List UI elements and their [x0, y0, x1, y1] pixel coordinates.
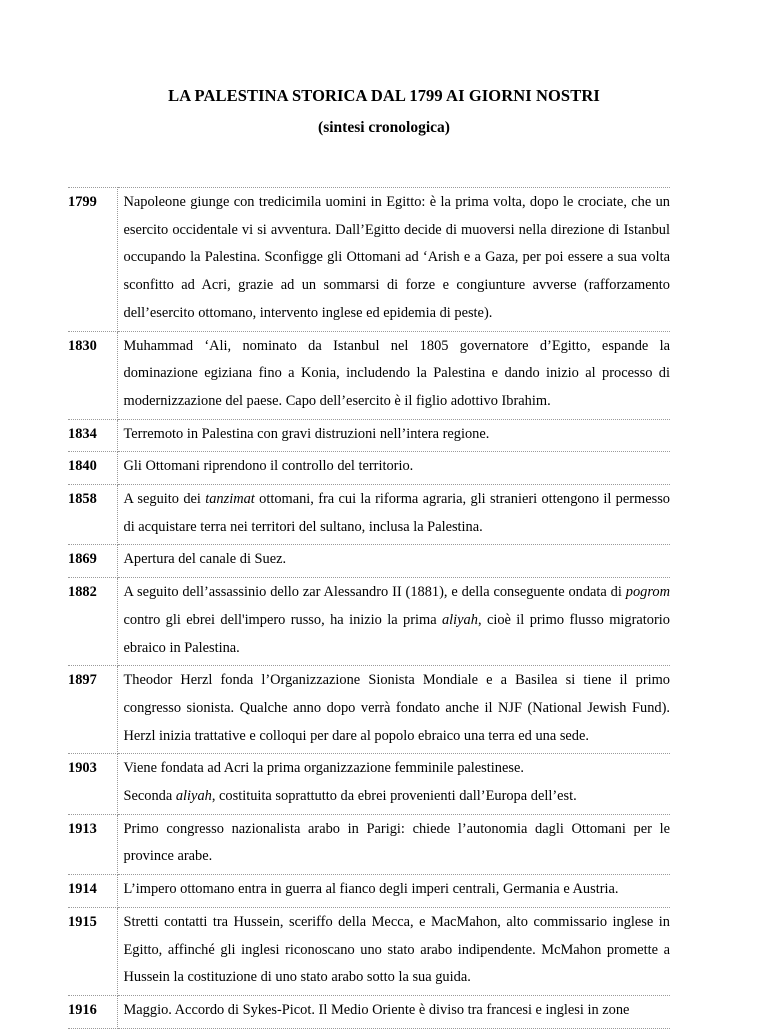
timeline-event: [117, 452, 670, 485]
page-subtitle: (sintesi cronologica): [318, 119, 450, 136]
timeline-row: [68, 875, 670, 908]
timeline-event: [117, 907, 670, 995]
timeline-row: [68, 485, 670, 545]
timeline-row: [68, 545, 670, 578]
timeline-event-text: Theodor Herzl fonda l’Organizzazione Sionista Mondiale e a Basilea si tiene il primo congresso sionista. Qualche anno dopo verrà fondato anche il NJF (National Jewish Fund). Herzl inizia trattative e colloqui per dare al popolo ebraico una terra ed una sede.: [123, 672, 670, 744]
timeline-row: [68, 188, 670, 332]
timeline-event-text: A seguito dei: [123, 491, 206, 508]
timeline-year: 1897: [68, 666, 117, 754]
timeline-event-text: Apertura del canale di Suez.: [123, 551, 287, 568]
timeline-year: 1840: [68, 452, 117, 485]
page-title: LA PALESTINA STORICA DAL 1799 AI GIORNI NOSTRI: [168, 86, 600, 105]
timeline-event-text: Gli Ottomani riprendono il controllo del territorio.: [123, 458, 414, 475]
timeline-event-text: Terremoto in Palestina con gravi distruzioni nell’intera regione.: [123, 425, 490, 442]
timeline-year: 1858: [68, 485, 117, 545]
timeline-event-text: Viene fondata ad Acri la prima organizzazione femminile palestinese.: [123, 760, 524, 777]
timeline-row: [68, 578, 670, 666]
timeline-event-text: L’impero ottomano entra in guerra al fianco degli imperi centrali, Germania e Austria.: [123, 881, 619, 898]
timeline-year: 1914: [68, 875, 117, 908]
timeline-row: [68, 995, 670, 1028]
timeline-row: [68, 419, 670, 452]
timeline-event-text: , costituita soprattutto da ebrei provenienti dall’Europa dell’est.: [211, 788, 577, 805]
timeline-year: 1882: [68, 578, 117, 666]
timeline-event-term: aliyah: [175, 788, 212, 805]
timeline-year: 1799: [68, 188, 117, 332]
timeline-event: [117, 814, 670, 874]
timeline-event-text: ottomani, fra cui la riforma agraria, gli stranieri ottengono il permesso di acquistare terra nei territori del sultano, inclusa la Palestina.: [123, 491, 671, 535]
timeline-event: [117, 754, 670, 814]
timeline-event: [117, 188, 670, 332]
timeline-event: [117, 545, 670, 578]
timeline-event-term: pogrom: [625, 584, 670, 601]
timeline-event-text: , cioè il primo flusso migratorio ebraico in Palestina.: [123, 611, 670, 656]
chronology-table-body: [68, 188, 670, 1029]
timeline-event: [117, 485, 670, 545]
timeline-event: [117, 419, 670, 452]
timeline-row: [68, 331, 670, 419]
timeline-row: [68, 814, 670, 874]
timeline-event-text: contro gli ebrei dell'impero russo, ha inizio la prima: [123, 611, 442, 628]
timeline-event-text: Maggio. Accordo di Sykes-Picot. Il Medio Oriente è diviso tra francesi e inglesi in zone: [123, 1001, 630, 1018]
timeline-event-text: Primo congresso nazionalista arabo in Parigi: chiede l’autonomia dagli Ottomani per le province arabe.: [123, 820, 670, 865]
timeline-event-text: Muhammad ‘Ali, nominato da Istanbul nel 1805 governatore d’Egitto, espande la dominazione egiziana fino a Konia, includendo la Palestina e dando inizio al processo di modernizzazione del paese. Capo dell’esercito è il figlio adottivo Ibrahim.: [123, 337, 670, 409]
timeline-event-term: aliyah: [441, 611, 478, 628]
timeline-row: [68, 754, 670, 814]
timeline-row: [68, 907, 670, 995]
timeline-event-term: tanzimat: [205, 491, 255, 508]
timeline-row: [68, 452, 670, 485]
timeline-year: 1915: [68, 907, 117, 995]
timeline-year: 1834: [68, 419, 117, 452]
timeline-year: 1916: [68, 995, 117, 1028]
timeline-year: 1913: [68, 814, 117, 874]
timeline-event: [117, 666, 670, 754]
timeline-event-text: Napoleone giunge con tredicimila uomini in Egitto: è la prima volta, dopo le crociate, che un esercito occidentale vi si avventura. Dall’Egitto decide di muoversi nella direzione di Istanbul occupando la Palestina. Sconfigge gli Ottomani ad ‘Arish e a Gaza, per poi essere a sua volta sconfitto ad Acri, grazie ad un sommarsi di forze e congiunture avverse (rafforzamento dell’esercito ottomano, intervento inglese ed epidemia di peste).: [123, 194, 670, 321]
timeline-year: 1869: [68, 545, 117, 578]
timeline-event-text: Seconda: [123, 788, 176, 805]
timeline-year: 1830: [68, 331, 117, 419]
timeline-event: [117, 875, 670, 908]
timeline-row: [68, 666, 670, 754]
timeline-event-text: A seguito dell’assassinio dello zar Alessandro II (1881), e della conseguente ondata di: [123, 584, 626, 601]
timeline-event: [117, 995, 670, 1028]
timeline-event-text: Stretti contatti tra Hussein, sceriffo della Mecca, e MacMahon, alto commissario inglese in Egitto, affinché gli inglesi riconoscano uno stato arabo indipendente. McMahon promette a Hussein la costituzione di uno stato arabo sotto la sua guida.: [123, 913, 670, 986]
timeline-year: 1903: [68, 754, 117, 814]
chronology-table: [68, 187, 670, 1029]
timeline-event: [117, 578, 670, 666]
timeline-event: [117, 331, 670, 419]
